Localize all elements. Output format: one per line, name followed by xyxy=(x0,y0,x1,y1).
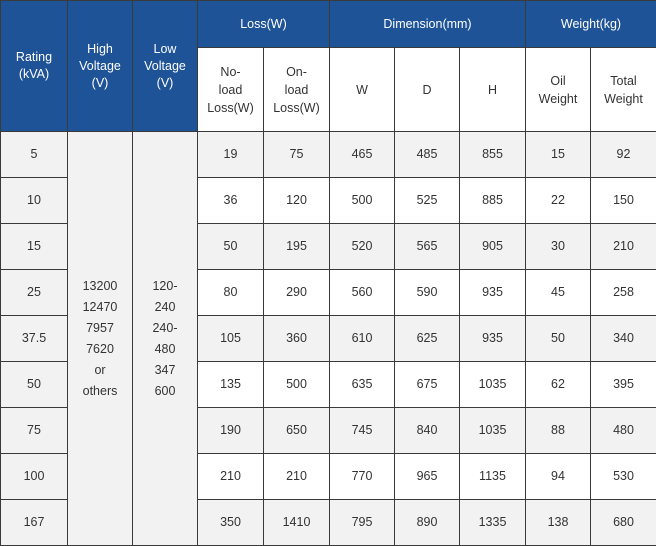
cell-oil: 45 xyxy=(526,270,591,316)
cell-oil: 62 xyxy=(526,362,591,408)
cell-d: 485 xyxy=(395,132,460,178)
cell-d: 675 xyxy=(395,362,460,408)
cell-no-load: 105 xyxy=(198,316,264,362)
cell-oil: 30 xyxy=(526,224,591,270)
cell-rating: 10 xyxy=(1,178,68,224)
header-oil-weight: Oil Weight xyxy=(526,48,591,132)
cell-h: 855 xyxy=(460,132,526,178)
header-total-weight: Total Weight xyxy=(591,48,656,132)
cell-d: 890 xyxy=(395,500,460,546)
header-dimension: Dimension(mm) xyxy=(330,1,526,48)
cell-w: 520 xyxy=(330,224,395,270)
table-row xyxy=(1,132,656,178)
cell-on-load: 1410 xyxy=(264,500,330,546)
cell-d: 965 xyxy=(395,454,460,500)
header-weight: Weight(kg) xyxy=(526,1,656,48)
cell-total: 150 xyxy=(591,178,656,224)
cell-h: 1135 xyxy=(460,454,526,500)
cell-rating: 15 xyxy=(1,224,68,270)
cell-total: 680 xyxy=(591,500,656,546)
cell-w: 500 xyxy=(330,178,395,224)
cell-h: 885 xyxy=(460,178,526,224)
cell-h: 1035 xyxy=(460,408,526,454)
cell-w: 635 xyxy=(330,362,395,408)
cell-h: 1335 xyxy=(460,500,526,546)
cell-w: 795 xyxy=(330,500,395,546)
cell-oil: 15 xyxy=(526,132,591,178)
cell-w: 770 xyxy=(330,454,395,500)
header-high-voltage: High Voltage (V) xyxy=(68,1,133,132)
cell-on-load: 75 xyxy=(264,132,330,178)
cell-oil: 88 xyxy=(526,408,591,454)
cell-no-load: 50 xyxy=(198,224,264,270)
cell-rating: 37.5 xyxy=(1,316,68,362)
cell-h: 905 xyxy=(460,224,526,270)
cell-d: 625 xyxy=(395,316,460,362)
cell-oil: 22 xyxy=(526,178,591,224)
cell-d: 525 xyxy=(395,178,460,224)
header-h: H xyxy=(460,48,526,132)
cell-total: 530 xyxy=(591,454,656,500)
cell-oil: 94 xyxy=(526,454,591,500)
cell-on-load: 650 xyxy=(264,408,330,454)
cell-w: 465 xyxy=(330,132,395,178)
cell-on-load: 120 xyxy=(264,178,330,224)
cell-w: 610 xyxy=(330,316,395,362)
cell-h: 935 xyxy=(460,316,526,362)
cell-no-load: 350 xyxy=(198,500,264,546)
cell-high-voltage: 13200 12470 7957 7620 or others xyxy=(68,132,133,546)
cell-rating: 25 xyxy=(1,270,68,316)
cell-total: 340 xyxy=(591,316,656,362)
cell-d: 840 xyxy=(395,408,460,454)
cell-total: 395 xyxy=(591,362,656,408)
cell-h: 935 xyxy=(460,270,526,316)
cell-no-load: 190 xyxy=(198,408,264,454)
cell-h: 1035 xyxy=(460,362,526,408)
cell-on-load: 500 xyxy=(264,362,330,408)
cell-on-load: 210 xyxy=(264,454,330,500)
cell-d: 565 xyxy=(395,224,460,270)
cell-low-voltage: 120- 240 240- 480 347 600 xyxy=(133,132,198,546)
cell-no-load: 80 xyxy=(198,270,264,316)
cell-oil: 138 xyxy=(526,500,591,546)
cell-rating: 75 xyxy=(1,408,68,454)
header-no-load-loss: No- load Loss(W) xyxy=(198,48,264,132)
cell-rating: 5 xyxy=(1,132,68,178)
cell-on-load: 360 xyxy=(264,316,330,362)
header-loss: Loss(W) xyxy=(198,1,330,48)
cell-no-load: 36 xyxy=(198,178,264,224)
cell-no-load: 135 xyxy=(198,362,264,408)
cell-oil: 50 xyxy=(526,316,591,362)
header-low-voltage: Low Voltage (V) xyxy=(133,1,198,132)
cell-no-load: 210 xyxy=(198,454,264,500)
cell-rating: 100 xyxy=(1,454,68,500)
cell-total: 210 xyxy=(591,224,656,270)
cell-total: 92 xyxy=(591,132,656,178)
cell-w: 745 xyxy=(330,408,395,454)
header-d: D xyxy=(395,48,460,132)
cell-w: 560 xyxy=(330,270,395,316)
header-rating: Rating (kVA) xyxy=(1,1,68,132)
cell-on-load: 290 xyxy=(264,270,330,316)
cell-no-load: 19 xyxy=(198,132,264,178)
header-on-load-loss: On- load Loss(W) xyxy=(264,48,330,132)
header-w: W xyxy=(330,48,395,132)
cell-total: 480 xyxy=(591,408,656,454)
cell-rating: 50 xyxy=(1,362,68,408)
cell-total: 258 xyxy=(591,270,656,316)
cell-d: 590 xyxy=(395,270,460,316)
cell-on-load: 195 xyxy=(264,224,330,270)
cell-rating: 167 xyxy=(1,500,68,546)
